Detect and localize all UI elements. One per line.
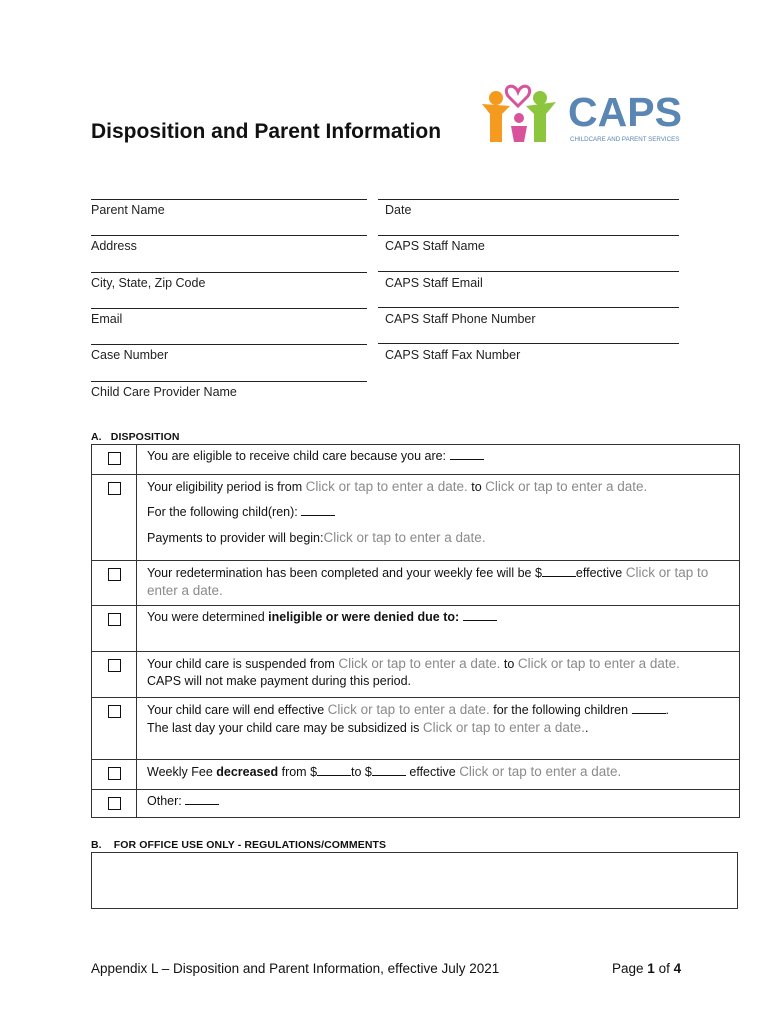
ineligible-text: You were determined ineligible or were denied due to: xyxy=(137,606,740,652)
staff-email-label: CAPS Staff Email xyxy=(385,276,483,290)
suspend-to-placeholder[interactable]: Click or tap to enter a date. xyxy=(517,656,680,671)
table-row xyxy=(92,606,740,652)
staff-phone-label: CAPS Staff Phone Number xyxy=(385,312,536,326)
end-care-checkbox[interactable] xyxy=(108,705,121,718)
other-blank[interactable] xyxy=(185,794,219,805)
logo-subtext: CHILDCARE AND PARENT SERVICES xyxy=(570,136,680,143)
provider-name-line[interactable] xyxy=(91,381,367,382)
comments-box[interactable] xyxy=(91,852,738,909)
fee-blank[interactable] xyxy=(542,566,576,577)
end-date-placeholder[interactable]: Click or tap to enter a date. xyxy=(485,479,648,494)
redetermination-text: Your redetermination has been completed and your weekly fee will be $ effective Click or tap to enter a date. xyxy=(137,561,740,606)
eligibility-period-text: Your eligibility period is from Click or tap to enter a date. to Click or tap to enter a date. For the following child(ren): Payments to provider will begin:Click or tap to enter a date. xyxy=(137,475,740,561)
staff-name-line[interactable] xyxy=(378,235,679,236)
table-row xyxy=(92,790,740,818)
address-label: Address xyxy=(91,239,137,253)
table-row xyxy=(92,475,740,561)
provider-name-label: Child Care Provider Name xyxy=(91,385,237,399)
page-number: Page 1 of 4 xyxy=(612,961,682,976)
parent-name-line[interactable] xyxy=(91,199,367,200)
section-a-heading xyxy=(91,431,180,443)
table-row xyxy=(92,760,740,790)
new-fee-blank[interactable] xyxy=(372,765,406,776)
staff-fax-line[interactable] xyxy=(378,343,679,344)
start-date-placeholder[interactable]: Click or tap to enter a date. xyxy=(305,479,468,494)
ineligible-checkbox[interactable] xyxy=(108,613,121,626)
suspend-from-placeholder[interactable]: Click or tap to enter a date. xyxy=(338,656,501,671)
staff-phone-line[interactable] xyxy=(378,307,679,308)
family-figures-icon xyxy=(482,86,556,142)
page-title: Disposition and Parent Information xyxy=(91,120,442,143)
section-b-heading xyxy=(91,839,386,851)
email-label: Email xyxy=(91,312,123,326)
suspended-text: Your child care is suspended from Click or tap to enter a date. to Click or tap to enter a date. CAPS will not make payment during this period. xyxy=(137,652,740,698)
fee-decreased-checkbox[interactable] xyxy=(108,767,121,780)
address-line[interactable] xyxy=(91,235,367,236)
table-row xyxy=(92,652,740,698)
caps-logo xyxy=(480,82,692,150)
section-b-number: B. xyxy=(91,839,102,851)
children-end-blank[interactable] xyxy=(632,703,666,714)
footer-text: Appendix L – Disposition and Parent Information, effective July 2021 xyxy=(91,961,500,976)
fee-decreased-text: Weekly Fee decreased from $ to $ effective Click or tap to enter a date. xyxy=(137,760,740,790)
eligibility-period-checkbox[interactable] xyxy=(108,482,121,495)
payment-date-placeholder[interactable]: Click or tap to enter a date. xyxy=(323,530,486,545)
staff-name-label: CAPS Staff Name xyxy=(385,239,485,253)
fee-effective-placeholder[interactable]: Click or tap to enter a date. xyxy=(459,764,622,779)
reason-blank[interactable] xyxy=(450,449,484,460)
case-number-line[interactable] xyxy=(91,344,367,345)
effective-date-placeholder[interactable]: Click or tap to enter a date. xyxy=(147,565,709,598)
table-row xyxy=(92,698,740,760)
section-a-title: DISPOSITION xyxy=(110,431,180,443)
disposition-table xyxy=(91,444,740,818)
end-care-text: Your child care will end effective Click or tap to enter a date. for the following children . The last day your child care may be subsidized is Click or tap to enter a date.. xyxy=(137,698,740,760)
staff-fax-label: CAPS Staff Fax Number xyxy=(385,348,521,362)
eligible-text: You are eligible to receive child care because you are: xyxy=(137,445,740,475)
staff-email-line[interactable] xyxy=(378,271,679,272)
section-a-number: A. xyxy=(91,431,102,443)
children-blank[interactable] xyxy=(301,505,335,516)
table-row xyxy=(92,561,740,606)
other-text: Other: xyxy=(137,790,740,818)
date-line[interactable] xyxy=(378,199,679,200)
denial-reason-blank[interactable] xyxy=(463,610,497,621)
email-line[interactable] xyxy=(91,308,367,309)
case-number-label: Case Number xyxy=(91,348,169,362)
parent-name-label: Parent Name xyxy=(91,203,165,217)
other-checkbox[interactable] xyxy=(108,797,121,810)
city-state-zip-label: City, State, Zip Code xyxy=(91,276,206,290)
old-fee-blank[interactable] xyxy=(317,765,351,776)
city-state-zip-line[interactable] xyxy=(91,272,367,273)
last-day-placeholder[interactable]: Click or tap to enter a date. xyxy=(422,720,585,735)
redetermination-checkbox[interactable] xyxy=(108,568,121,581)
end-effective-placeholder[interactable]: Click or tap to enter a date. xyxy=(327,702,490,717)
table-row xyxy=(92,445,740,475)
logo-text: CAPS xyxy=(568,89,682,135)
date-label: Date xyxy=(385,203,412,217)
section-b-title: FOR OFFICE USE ONLY - REGULATIONS/COMMENTS xyxy=(113,839,387,851)
suspended-checkbox[interactable] xyxy=(108,659,121,672)
eligible-checkbox[interactable] xyxy=(108,452,121,465)
